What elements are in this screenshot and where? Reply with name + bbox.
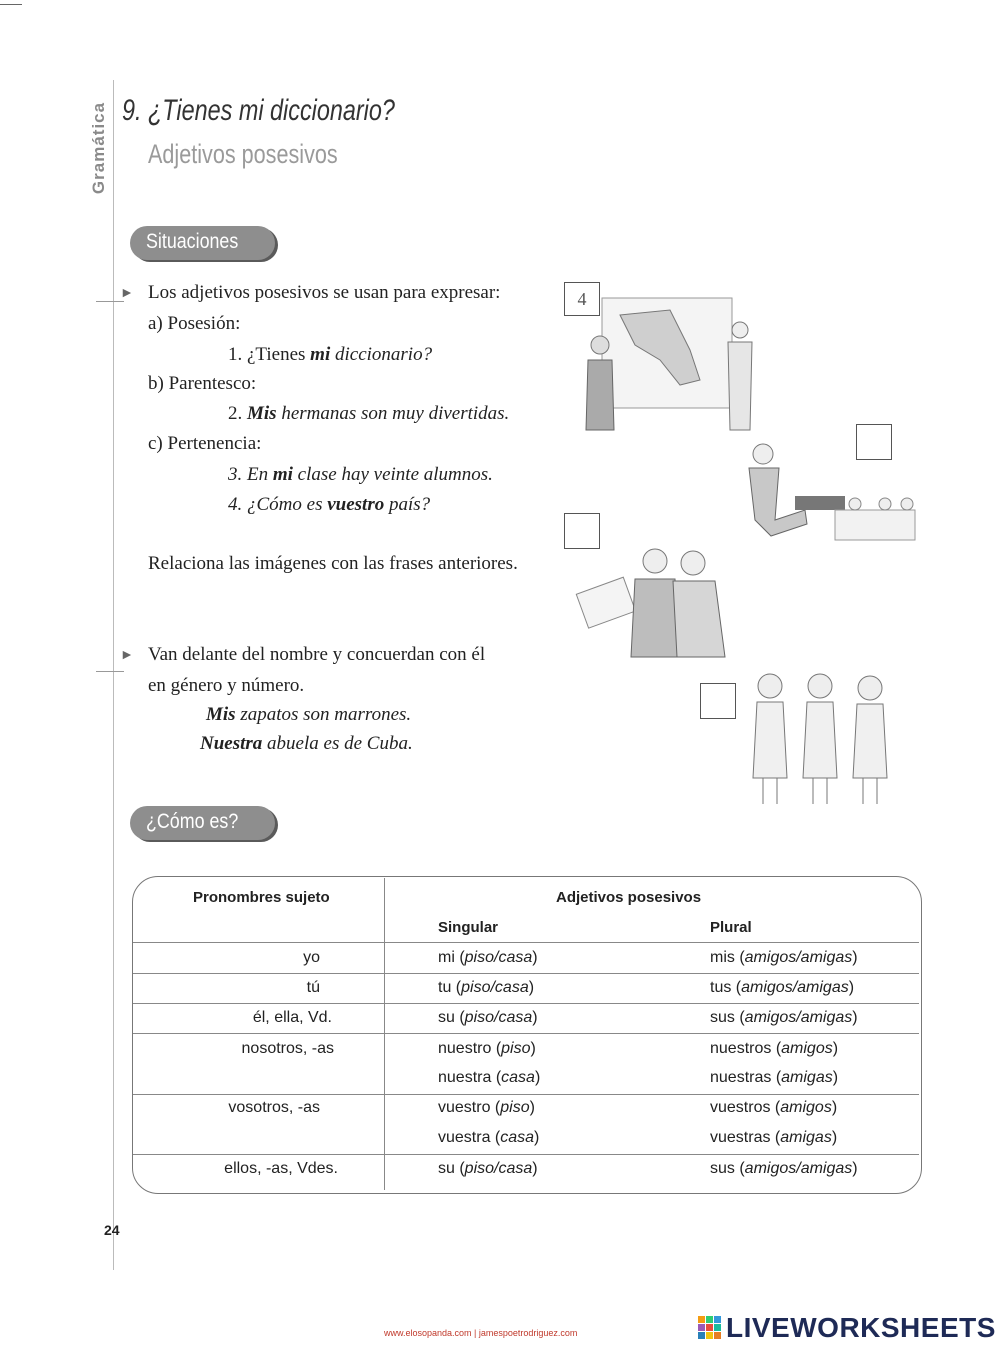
example-2: 2. Mis hermanas son muy divertidas. <box>228 403 510 424</box>
kinship-label: b) Parentesco: <box>148 373 257 394</box>
siblings-illustration <box>575 545 745 660</box>
liveworksheets-logo-icon <box>698 1316 722 1340</box>
footer-links[interactable]: www.elosopanda.com | jamespoetrodriguez.com <box>384 1328 578 1338</box>
bullet-arrow-icon: ► <box>120 286 134 301</box>
teacher-illustration <box>735 440 925 570</box>
row-divider <box>133 1154 919 1155</box>
belonging-label: c) Pertenencia: <box>148 433 262 454</box>
intro-text: Los adjetivos posesivos se usan para expresar: <box>148 282 501 303</box>
example-3: 3. En mi clase hay veinte alumnos. <box>228 464 493 485</box>
como-es-header: ¿Cómo es? <box>130 806 275 840</box>
plural-yo: mis (amigos/amigas) <box>710 949 858 966</box>
subject-el: él, ella, Vd. <box>252 1009 332 1026</box>
plural-nosotros-m: nuestros (amigos) <box>710 1040 839 1057</box>
col-header-subject: Pronombres sujeto <box>193 889 330 906</box>
singular-tu: tu (piso/casa) <box>438 979 535 996</box>
rule-line-2: en género y número. <box>148 675 305 696</box>
row-divider <box>133 973 919 974</box>
instruction-text: Relaciona las imágenes con las frases anteriores. <box>148 553 518 574</box>
bullet-arrow-icon-2: ► <box>120 648 134 663</box>
singular-ellos: su (piso/casa) <box>438 1160 538 1177</box>
page-number: 24 <box>104 1222 120 1238</box>
col-header-possessive: Adjetivos posesivos <box>556 889 702 906</box>
subject-tu: tú <box>306 979 320 996</box>
col-header-plural: Plural <box>710 919 752 936</box>
subject-ellos: ellos, -as, Vdes. <box>224 1160 338 1177</box>
plural-el: sus (amigos/amigas) <box>710 1009 858 1026</box>
answer-box-4[interactable] <box>700 683 736 719</box>
lesson-title: 9. ¿Tienes mi diccionario? <box>122 94 395 127</box>
corner-mark <box>0 4 22 5</box>
row-divider <box>133 942 919 943</box>
rule-example-2: Nuestra abuela es de Cuba. <box>200 733 413 754</box>
singular-yo: mi (piso/casa) <box>438 949 538 966</box>
example-1: 1. ¿Tienes mi diccionario? <box>228 344 433 365</box>
lesson-subtitle: Adjetivos posesivos <box>148 139 338 169</box>
possession-label: a) Posesión: <box>148 313 241 334</box>
classroom-map-illustration <box>580 290 760 440</box>
situaciones-header: Situaciones <box>130 226 275 260</box>
row-divider <box>133 1033 919 1034</box>
subject-vosotros: vosotros, -as <box>228 1099 320 1116</box>
subject-yo: yo <box>303 949 320 966</box>
row-divider <box>133 1003 919 1004</box>
col-header-singular: Singular <box>438 919 499 936</box>
row-divider <box>133 1094 919 1095</box>
singular-vosotros-m: vuestro (piso) <box>438 1099 535 1116</box>
margin-rule <box>113 80 114 1270</box>
answer-box-3[interactable] <box>564 513 600 549</box>
plural-nosotros-f: nuestras (amigas) <box>710 1069 839 1086</box>
column-divider <box>384 878 385 1190</box>
liveworksheets-brand[interactable]: LIVEWORKSHEETS <box>726 1312 996 1343</box>
three-women-illustration <box>745 668 895 808</box>
side-section-label: Gramática <box>89 101 108 195</box>
singular-vosotros-f: vuestra (casa) <box>438 1129 540 1146</box>
subject-nosotros: nosotros, -as <box>241 1040 334 1057</box>
rule-example-1: Mis zapatos son marrones. <box>206 704 412 725</box>
rule-line-1: Van delante del nombre y concuerdan con él <box>148 644 486 665</box>
singular-nosotros-m: nuestro (piso) <box>438 1040 536 1057</box>
answer-box-1[interactable]: 4 <box>564 282 600 316</box>
plural-vosotros-m: vuestros (amigos) <box>710 1099 838 1116</box>
bullet-line-2 <box>96 671 124 672</box>
plural-tu: tus (amigos/amigas) <box>710 979 855 996</box>
singular-el: su (piso/casa) <box>438 1009 538 1026</box>
plural-ellos: sus (amigos/amigas) <box>710 1160 858 1177</box>
example-4: 4. ¿Cómo es vuestro país? <box>228 494 431 515</box>
singular-nosotros-f: nuestra (casa) <box>438 1069 541 1086</box>
plural-vosotros-f: vuestras (amigas) <box>710 1129 838 1146</box>
